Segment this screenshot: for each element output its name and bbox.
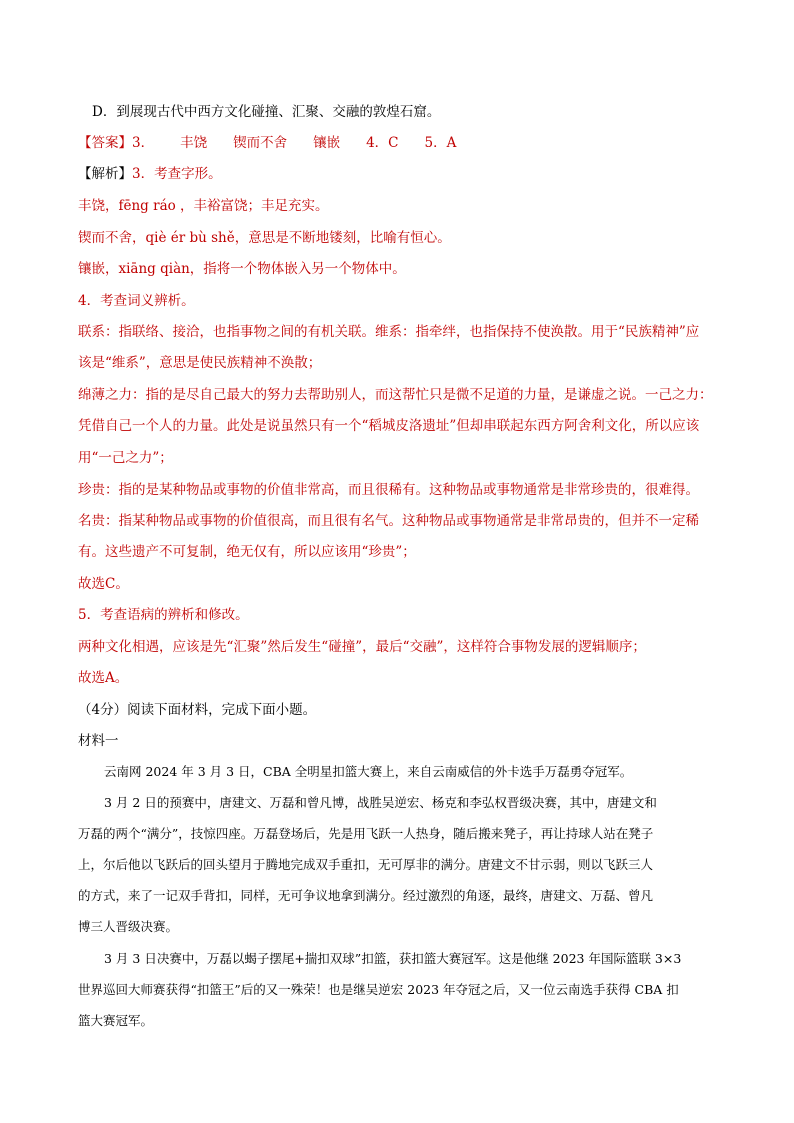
answer-item: 5．A xyxy=(424,135,457,151)
material-line: 博三人晋级决赛。 xyxy=(78,919,179,934)
q4-line: 该是“维系”，意思是使民族精神不涣散； xyxy=(78,355,322,371)
answer-tag: 【答案】 xyxy=(78,135,132,151)
analysis-heading xyxy=(78,164,222,184)
q3-line: 丰饶，fēng ráo ，丰裕富饶；丰足充实。 xyxy=(78,198,329,214)
q5-line: 两种文化相遇，应该是先“汇聚”然后发生“碰撞”，最后“交融”，这样符合事物发展的逻辑顺序； xyxy=(78,639,646,655)
q4-line: 珍贵：指的是某种物品或事物的价值非常高，而且很稀有。这种物品或事物通常是非常珍贵的，很难得。 xyxy=(78,482,699,498)
answer-item: 丰饶 xyxy=(180,135,208,151)
analysis-tag: 【解析】 xyxy=(78,166,132,182)
q3-line: 锲而不舍，qiè ér bù shě，意思是不断地镂刻，比喻有恒心。 xyxy=(78,230,451,246)
answer-line xyxy=(78,133,456,153)
q4-line: 凭借自己一个人的力量。此处是说虽然只有一个“稻城皮洛遗址”但却串联起东西方阿舍利文化，所以应该 xyxy=(78,418,700,434)
material-line: 的方式，来了一记双手背扣，同样，无可争议地拿到满分。经过激烈的角逐，最终，唐建文、万磊、曾凡 xyxy=(78,888,654,903)
answer-item: 4．C xyxy=(366,135,399,151)
answer-item: 3． xyxy=(132,135,155,151)
q4-line: 联系：指联络、接洽，也指事物之间的有机关联。维系：指牵绊，也指保持不使涣散。用于“民族精神”应 xyxy=(78,324,700,340)
q4-line: 故选C。 xyxy=(78,576,129,592)
material-line: 万磊的两个“满分”，技惊四座。万磊登场后，先是用飞跃一人热身，随后搬来凳子，再让持球人站在凳子 xyxy=(78,826,654,841)
material-line: 篮大赛冠军。 xyxy=(78,1013,154,1028)
answer-item: 镶嵌 xyxy=(313,135,341,151)
answer-item: 锲而不舍 xyxy=(233,135,288,151)
q4-line: 有。这些遗产不可复制，绝无仅有，所以应该用“珍贵”； xyxy=(78,544,416,560)
material-line: 3 月 2 日的预赛中，唐建文、万磊和曾凡博，战胜吴逆宏、杨克和李弘权晋级决赛，其中，唐建文和 xyxy=(104,795,657,810)
reading-intro: （4分）阅读下面材料，完成下面小题。 xyxy=(78,702,317,718)
material-line: 上，尔后他以飞跃后的回头望月于腾地完成双手重扣，无可厚非的满分。唐建文不甘示弱，则以飞跃三人 xyxy=(78,857,654,872)
q4-line: 用“一己之力”； xyxy=(78,450,173,466)
q4-line: 绵薄之力：指的是尽自己最大的努力去帮助别人，而这帮忙只是微不足道的力量，是谦虚之说。一己之力： xyxy=(78,387,713,403)
material-line: 云南网 2024 年 3 月 3 日，CBA 全明星扣篮大赛上，来自云南威信的外卡选手万磊勇夺冠军。 xyxy=(104,764,633,779)
material-line: 世界巡回大师赛获得“扣篮王”后的又一殊荣！也是继吴逆宏 2023 年夺冠之后，又一位云南选手获得 CBA 扣 xyxy=(78,982,679,997)
q4-head: 4．考查词义辨析。 xyxy=(78,293,195,309)
q5-head: 5．考查语病的辨析和修改。 xyxy=(78,607,249,623)
q4-line: 名贵：指某种物品或事物的价值很高，而且很有名气。这种物品或事物通常是非常昂贵的，但并不一定稀 xyxy=(78,513,699,529)
material-title: 材料一 xyxy=(78,733,119,749)
option-d: D．到展现古代中西方文化碰撞、汇聚、交融的敦煌石窟。 xyxy=(92,104,441,120)
material-line: 3 月 3 日决赛中，万磊以蝎子摆尾+揣扣双球”扣篮，获扣篮大赛冠军。这是他继 2023 年国际篮联 3×3 xyxy=(104,951,682,966)
q3-line: 镶嵌，xiāng qiàn，指将一个物体嵌入另一个物体中。 xyxy=(78,261,406,277)
q3-head: 3．考查字形。 xyxy=(132,166,222,182)
q5-line: 故选A。 xyxy=(78,670,129,686)
